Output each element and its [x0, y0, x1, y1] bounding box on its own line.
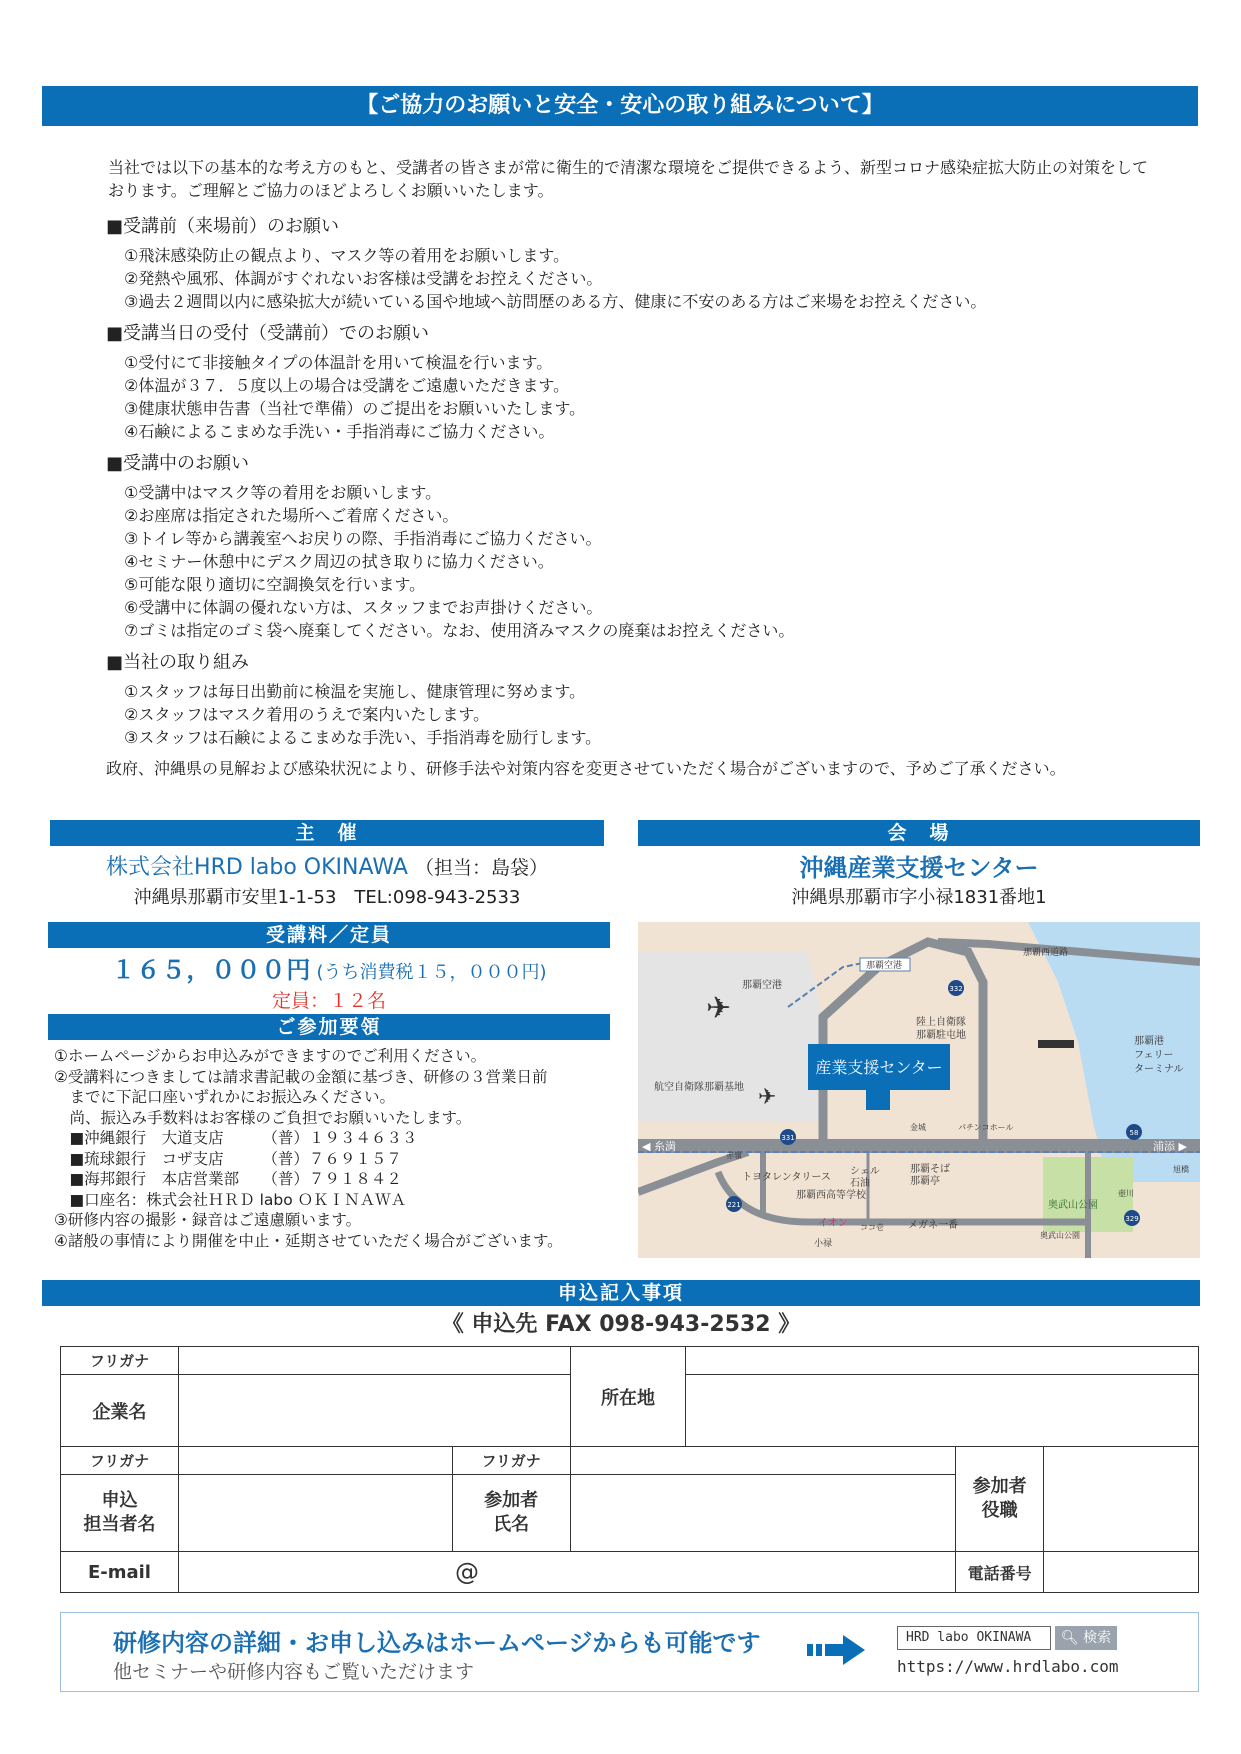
map-venue-label: 産業支援センター	[815, 1058, 943, 1077]
arrow-right-icon	[807, 1633, 867, 1667]
map-label-west-road: 那覇西道路	[1023, 948, 1069, 958]
notice-item: ④石鹸によるこまめな手洗い・手指消毒にご協力ください。	[124, 422, 555, 441]
location-field[interactable]	[686, 1375, 1199, 1447]
map-label-shell-1: シェル	[850, 1166, 880, 1177]
map-label-kokos: ココ壱	[860, 1223, 884, 1232]
application-form	[60, 1346, 1199, 1593]
map-label-akamine: 赤嶺	[726, 1151, 742, 1160]
banner-url[interactable]: https://www.hrdlabo.com	[897, 1657, 1119, 1676]
participant-label: 参加者 氏名	[452, 1475, 570, 1552]
location-field-top[interactable]	[686, 1347, 1199, 1375]
map-label-jsdf-1: 陸上自衛隊	[916, 1017, 966, 1028]
venue-address: 沖縄県那覇市字小禄1831番地1	[791, 887, 1047, 908]
guide-line: ①ホームページからお申込みができますのでご利用ください。	[54, 1047, 487, 1065]
notice-item: ⑥受講中に体調の優れない方は、スタッフまでお声掛けください。	[124, 598, 603, 617]
map-label-itoman: ◀ 糸満	[642, 1140, 676, 1153]
notice-section-list	[108, 244, 1148, 313]
route-332-label: 332	[949, 985, 963, 993]
company-field[interactable]	[178, 1375, 570, 1447]
map-label-oroku: 小禄	[814, 1239, 833, 1249]
map-label-kinjo: 金城	[910, 1123, 926, 1132]
organizer-block	[50, 852, 604, 912]
email-label: E-mail	[61, 1552, 179, 1593]
notice-title: 【ご協力のお願いと安全・安心の取り組みについて】	[42, 86, 1198, 126]
banner-subline: 他セミナーや研修内容もご覧いただけます	[113, 1661, 475, 1683]
venue-block	[638, 852, 1200, 912]
route-221-label: 221	[727, 1201, 741, 1209]
map-label-asdf: 航空自衛隊那覇基地	[654, 1082, 744, 1093]
organizer-contact: （担当：島袋）	[414, 857, 548, 879]
notice-sections	[108, 214, 1148, 749]
fee-price: １６５，０００円	[111, 956, 312, 984]
banner-headline: 研修内容の詳細・お申し込みはホームページからも可能です	[113, 1629, 761, 1657]
ship-icon	[1038, 1040, 1074, 1048]
notice-item: ②スタッフはマスク着用のうえで案内いたします。	[124, 705, 490, 724]
phone-field[interactable]	[1044, 1552, 1198, 1592]
applicant-furigana-label: フリガナ	[61, 1447, 179, 1475]
notice-section-list	[108, 351, 1148, 443]
participant-furigana-label: フリガナ	[452, 1447, 570, 1475]
application-header: 申込記入事項	[42, 1280, 1200, 1306]
airplane-icon: ✈	[758, 1085, 777, 1110]
map-label-urasoe: 浦添 ▶	[1153, 1140, 1187, 1153]
venue-header: 会 場	[638, 820, 1200, 846]
notice-item: ②発熱や風邪、体調がすぐれないお客様は受講をお控えください。	[124, 269, 603, 288]
application-fax: 《 申込先 FAX 098-943-2532 》	[441, 1312, 801, 1337]
map-venue-pin	[866, 1090, 890, 1110]
notice-item: ⑤可能な限り適切に空調換気を行います。	[124, 575, 426, 594]
notice-item: ②お座席は指定された場所へご着席ください。	[124, 506, 459, 525]
map-label-soba-2: 那覇亭	[910, 1176, 940, 1187]
organizer-header: 主 催	[50, 820, 604, 846]
venue-name: 沖縄産業支援センター	[799, 854, 1039, 882]
applicant-field[interactable]	[178, 1475, 452, 1552]
position-field[interactable]	[1044, 1447, 1198, 1551]
position-cell	[956, 1447, 1199, 1552]
search-icon: 🔍︎	[1060, 1630, 1079, 1646]
map-label-tsubokawa: 壺川	[1118, 1189, 1134, 1198]
fee-block	[48, 954, 610, 1013]
map-label-jsdf-2: 那覇駐屯地	[916, 1030, 966, 1041]
guide-line: ■海邦銀行 本店営業部 （普）７９１８４２	[54, 1170, 402, 1188]
homepage-banner	[60, 1612, 1199, 1692]
search-button[interactable]	[1055, 1626, 1117, 1650]
guide-line: ③研修内容の撮影・録音はご遠慮願います。	[54, 1211, 362, 1229]
notice-item: ④セミナー休憩中にデスク周辺の拭き取りに協力ください。	[124, 552, 554, 571]
company-label: 企業名	[61, 1375, 179, 1447]
guide-line: ■琉球銀行 コザ支店 （普）７６９１５７	[54, 1149, 402, 1168]
search-input[interactable]: HRD labo OKINAWA	[897, 1626, 1051, 1650]
notice-body	[108, 156, 1148, 780]
notice-section-list	[108, 481, 1148, 642]
route-58-label: 58	[1129, 1129, 1139, 1137]
map-label-shell-2: 石油	[850, 1178, 870, 1189]
notice-section-heading: ■受講前（来場前）のお願い	[106, 216, 340, 237]
map-label-school: 那覇西高等学校	[796, 1190, 866, 1201]
map-label-soba-1: 那覇そば	[910, 1164, 950, 1175]
guide-list	[54, 1046, 624, 1251]
phone-cell	[956, 1552, 1199, 1593]
applicant-furigana-field[interactable]	[178, 1447, 452, 1475]
map-label-ferry-1: 那覇港	[1134, 1036, 1164, 1047]
position-label: 参加者 役職	[956, 1447, 1044, 1551]
notice-item: ③スタッフは石鹸によるこまめな手洗い、手指消毒を励行します。	[124, 728, 602, 747]
company-furigana-field[interactable]	[178, 1347, 570, 1375]
route-329-label: 329	[1125, 1215, 1139, 1223]
notice-item: ②体温が３７．５度以上の場合は受講をご遠慮いただきます。	[124, 376, 570, 395]
map-label-asahibashi: 旭橋	[1173, 1165, 1189, 1174]
notice-item: ①受付にて非接触タイプの体温計を用いて検温を行います。	[124, 353, 553, 372]
guide-line: ■沖縄銀行 大道支店 （普）１９３４６３３	[54, 1129, 418, 1147]
notice-section-heading: ■受講中のお願い	[106, 453, 250, 474]
notice-section-list	[108, 680, 1148, 749]
organizer-name: 株式会社HRD labo OKINAWA	[106, 855, 408, 880]
map-label-aeon: イオン	[818, 1218, 848, 1229]
notice-closing: 政府、沖縄県の見解および感染状況により、研修手法や対策内容を変更させていただく場合がございますので、予めご了承ください。	[106, 759, 1066, 778]
map-label-pachinko: パチンコホール	[958, 1123, 1014, 1132]
participant-furigana-field[interactable]	[570, 1447, 956, 1475]
map-label-airport-stop: 那覇空港	[866, 961, 903, 971]
fee-tax: (うち消費税１５，０００円)	[316, 962, 547, 983]
participant-field[interactable]	[570, 1475, 956, 1552]
location-label: 所在地	[570, 1347, 686, 1447]
map-label-toyota: トヨタレンタリース	[742, 1172, 831, 1183]
search-button-label: 検索	[1083, 1630, 1112, 1646]
airplane-icon: ✈	[706, 991, 732, 1026]
map-label-ferry-2: フェリー	[1134, 1050, 1174, 1061]
map-airport-area	[638, 952, 828, 1122]
applicant-label: 申込 担当者名	[61, 1475, 179, 1552]
guide-line: までに下記口座いずれかにお振込みください。	[54, 1088, 396, 1106]
notice-item: ③トイレ等から講義室へお戻りの際、手指消毒にご協力ください。	[124, 529, 602, 548]
map-label-park-stop: 奥武山公園	[1040, 1231, 1080, 1240]
guide-line: 尚、振込み手数料はお客様のご負担でお願いいたします。	[54, 1108, 472, 1127]
map-label-park: 奥武山公園	[1048, 1200, 1098, 1211]
notice-section-heading: ■受講当日の受付（受講前）でのお願い	[106, 323, 430, 344]
notice-item: ③健康状態申告書（当社で準備）のご提出をお願いいたします。	[124, 399, 586, 418]
venue-map	[638, 922, 1200, 1258]
notice-item: ③過去２週間以内に感染拡大が続いている国や地域へ訪問歴のある方、健康に不安のある方はご来場をお控えください。	[124, 292, 987, 311]
notice-intro: 当社では以下の基本的な考え方のもと、受講者の皆さまが常に衛生的で清潔な環境をご提供できるよう、新型コロナ感染症拡大防止の対策をしております。ご理解とご協力のほどよろしくお願いいたします。	[108, 158, 1149, 200]
notice-section-heading: ■当社の取り組み	[106, 652, 250, 673]
guide-header: ご参加要領	[48, 1014, 610, 1040]
fee-header: 受講料／定員	[48, 922, 610, 948]
phone-label: 電話番号	[956, 1552, 1044, 1592]
guide-line: ■口座名：株式会社ＨＲＤ labo ＯＫＩＮＡＷＡ	[54, 1190, 407, 1209]
guide-line: ④諸般の事情により開催を中止・延期させていただく場合がございます。	[54, 1231, 563, 1250]
company-furigana-label: フリガナ	[61, 1347, 179, 1375]
guide-line: ②受講料につきましては請求書記載の金額に基づき、研修の３営業日前	[54, 1067, 548, 1086]
notice-item: ⑦ゴミは指定のゴミ袋へ廃棄してください。なお、使用済みマスクの廃棄はお控えください。	[124, 621, 795, 640]
organizer-address: 沖縄県那覇市安里1-1-53 TEL:098-943-2533	[133, 887, 521, 908]
email-field[interactable]	[178, 1552, 955, 1593]
map-label-megane: メガネ一番	[908, 1220, 958, 1231]
notice-item: ①受講中はマスク等の着用をお願いします。	[124, 483, 442, 502]
map-label-ferry-3: ターミナル	[1134, 1064, 1184, 1075]
notice-item: ①飛沫感染防止の観点より、マスク等の着用をお願いします。	[124, 246, 570, 265]
map-label-naha-airport: 那覇空港	[742, 980, 782, 991]
route-331-label: 331	[781, 1134, 795, 1142]
notice-item: ①スタッフは毎日出勤前に検温を実施し、健康管理に努めます。	[124, 682, 586, 701]
fee-capacity: 定員：１２名	[271, 990, 386, 1012]
email-at: @	[455, 1558, 480, 1586]
